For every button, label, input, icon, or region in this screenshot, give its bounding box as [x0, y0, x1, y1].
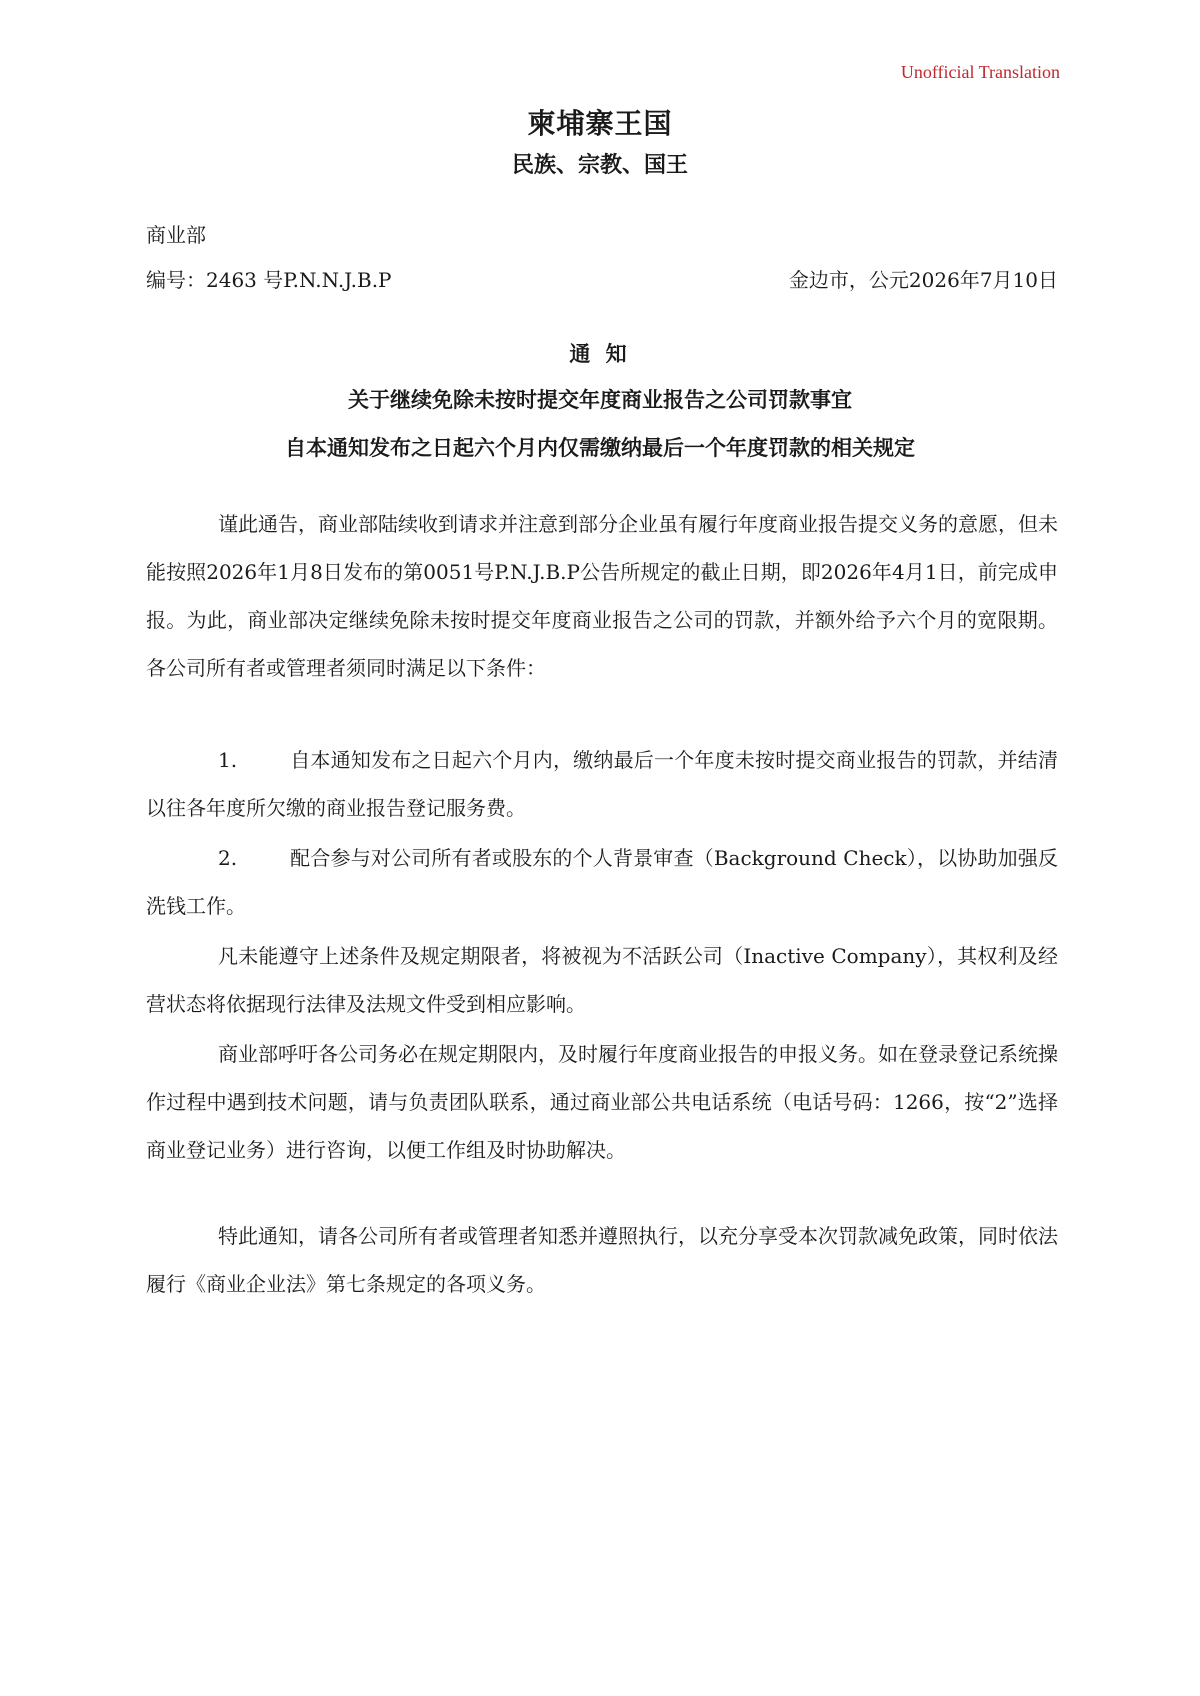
subject-line-2: 自本通知发布之日起六个月内仅需缴纳最后一个年度罚款的相关规定 [285, 435, 915, 460]
closing-paragraph: 特此通知，请各公司所有者或管理者知悉并遵照执行，以充分享受本次罚款减免政策，同时依法履行《商业企业法》第七条规定的各项义务。 [146, 1224, 1058, 1296]
intro-paragraph: 谨此通告，商业部陆续收到请求并注意到部分企业虽有履行年度商业报告提交义务的意愿，但未能按照2026年1月8日发布的第0051号P.N.J.B.P公告所规定的截止日期，即2026年4月1日，前完成申报。为此，商业部决定继续免除未按时提交年度商业报告之公司的罚款，并额外给予六个月的宽限期。各公司所有者或管理者须同时满足以下条件： [146, 512, 1058, 680]
national-motto: 民族、宗教、国王 [511, 152, 688, 178]
issuing-ministry: 商业部 [146, 223, 206, 247]
condition-text: 配合参与对公司所有者或股东的个人背景审查（Background Check），以协助加强反洗钱工作。 [146, 846, 1058, 918]
subject-line-1: 关于继续免除未按时提交年度商业报告之公司罚款事宜 [348, 387, 852, 412]
condition-number: 1. [218, 748, 238, 772]
translation-note: Unofficial Translation [900, 62, 1060, 82]
consequence-paragraph: 凡未能遵守上述条件及规定期限者，将被视为不活跃公司（Inactive Company），其权利及经营状态将依据现行法律及法规文件受到相应影响。 [146, 944, 1058, 1016]
condition-item-2 [146, 834, 1058, 930]
issue-date: 金边市，公元2026年7月10日 [788, 268, 1058, 292]
notice-title: 通 知 [569, 341, 631, 366]
kingdom-heading: 柬埔寨王国 [527, 107, 673, 140]
condition-number: 2. [218, 846, 238, 870]
contact-paragraph: 商业部呼吁各公司务必在规定期限内，及时履行年度商业报告的申报义务。如在登录登记系统操作过程中遇到技术问题，请与负责团队联系，通过商业部公共电话系统（电话号码：1266，按“2”选择商业登记业务）进行咨询，以便工作组及时协助解决。 [146, 1042, 1058, 1162]
condition-item-1 [146, 736, 1058, 832]
reference-number: 编号：2463 号P.N.N.J.B.P [146, 268, 392, 292]
condition-text: 自本通知发布之日起六个月内，缴纳最后一个年度未按时提交商业报告的罚款，并结清以往各年度所欠缴的商业报告登记服务费。 [146, 748, 1058, 820]
